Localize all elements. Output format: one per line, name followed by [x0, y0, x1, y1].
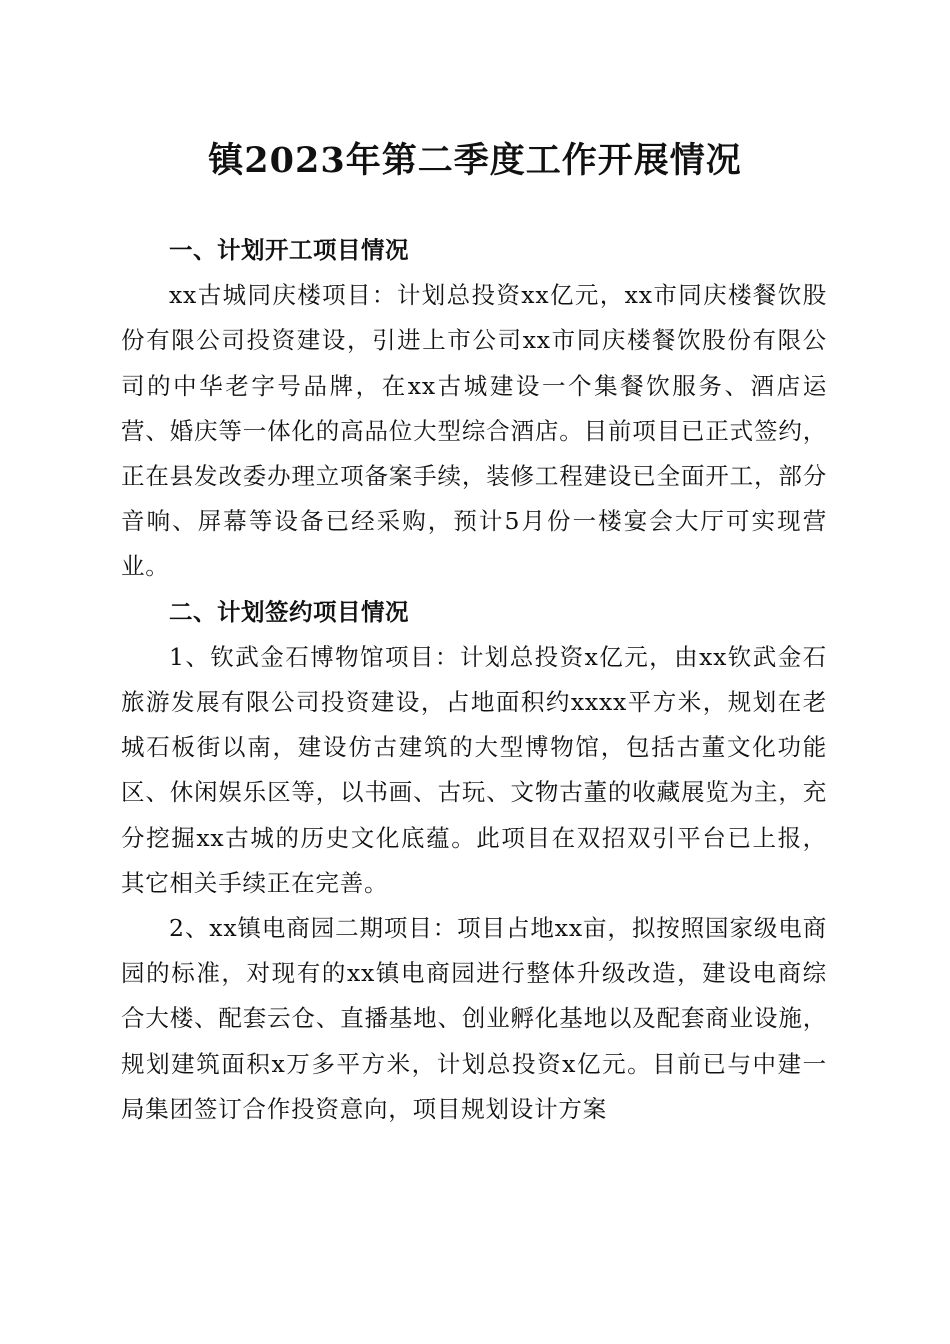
document-title: 镇2023年第二季度工作开展情况: [208, 140, 742, 181]
section-heading: 二、计划签约项目情况: [169, 597, 409, 626]
section-heading: 一、计划开工项目情况: [169, 236, 409, 264]
body-paragraph: 1、钦武金石博物馆项目：计划总投资x亿元，由xx钦武金石旅游发展有限公司投资建设，占地面积约xxxx平方米，规划在老城石板街以南，建设仿古建筑的大型博物馆，包括古董文化功能区、休闲娱乐区等，以书画、古玩、文物古董的收藏展览为主，充分挖掘xx古城的历史文化底蕴。此项目在双招双引平台已上报，其它相关手续正在完善。: [121, 642, 827, 897]
document-body: [121, 228, 827, 1132]
body-paragraph: xx古城同庆楼项目：计划总投资xx亿元，xx市同庆楼餐饮股份有限公司投资建设，引进上市公司xx市同庆楼餐饮股份有限公司的中华老字号品牌，在xx古城建设一个集餐饮服务、酒店运营、婚庆等一体化的高品位大型综合酒店。目前项目已正式签约，正在县发改委办理立项备案手续，装修工程建设已全面开工，部分音响、屏幕等设备已经采购，预计5月份一楼宴会大厅可实现营业。: [121, 281, 827, 581]
body-paragraph: 2、xx镇电商园二期项目：项目占地xx亩，拟按照国家级电商园的标准，对现有的xx镇电商园进行整体升级改造，建设电商综合大楼、配套云仓、直播基地、创业孵化基地以及配套商业设施，规划建筑面积x万多平方米，计划总投资x亿元。目前已与中建一局集团签订合作投资意向，项目规划设计方案: [121, 914, 827, 1123]
